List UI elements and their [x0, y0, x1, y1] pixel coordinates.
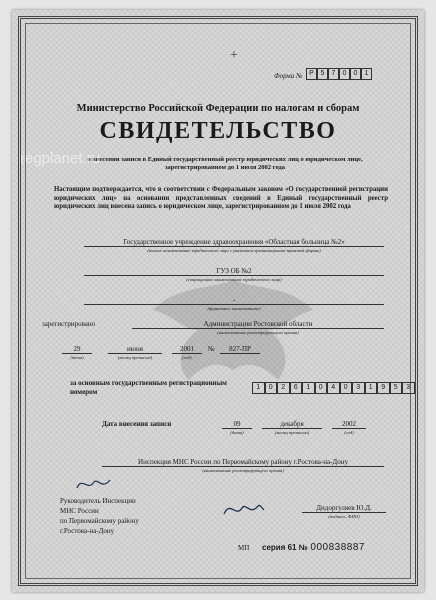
reg-digit-cell: 3 [402, 382, 415, 394]
reg-digit-cell: 2 [277, 382, 290, 394]
brand-name-caption: (фирменное наименование) [207, 306, 261, 311]
document-subtitle: о внесении записи в Единый государственный реестр юридических лиц о юридическом лице, зарегистрированном до 1 июля 2002 года [87, 156, 363, 171]
brand-name-value: - [84, 296, 384, 305]
reg-digit-cell: 1 [252, 382, 265, 394]
reg-digit-cell: 0 [265, 382, 278, 394]
registered-label: зарегистрировано [42, 320, 96, 328]
entry-month-caption: (месяц прописью) [274, 430, 310, 435]
short-name-value: ГУЗ ОБ №2 [84, 267, 384, 276]
reg-year-caption: (год) [182, 355, 192, 360]
inspection-value: Инспекция МНС России по Первомайскому району г.Ростова-на-Дону [102, 458, 384, 467]
entry-date-label: Дата внесения записи [102, 420, 172, 428]
reg-day-caption: (дата) [70, 355, 84, 360]
reg-digit-cell: 0 [315, 382, 328, 394]
reg-number-label: № [208, 345, 215, 353]
serial-number [262, 542, 365, 553]
reg-digit-cell: 5 [390, 382, 403, 394]
reg-number: 827-ПР [220, 345, 260, 354]
main-reg-number-cells [252, 382, 415, 394]
form-cell: 5 [317, 68, 328, 80]
entry-day-caption: (дата) [230, 430, 244, 435]
ministry-heading: Министерство Российской Федерации по налогам и сборам [76, 103, 360, 114]
certificate-body-text: Настоящим подтверждается, что в соответствии с Федеральным законом «О государственной регистрации юридических лиц» на основании представленных сведений в Единый государственный реестр юридических лиц внесена запись о юридическом лице, зарегистрированном до 1 июля 2002 года [54, 186, 388, 210]
signatory-line: Руководитель Инспекции [60, 497, 136, 505]
form-cell: 1 [361, 68, 372, 80]
registered-value: Администрации Ростовской области [132, 320, 384, 329]
handwritten-signature-top [74, 474, 114, 494]
document-title: СВИДЕТЕЛЬСТВО [99, 118, 337, 144]
reg-digit-cell: 9 [377, 382, 390, 394]
entry-month: декабря [262, 420, 322, 429]
form-cell: Р [306, 68, 317, 80]
reg-digit-cell: 6 [290, 382, 303, 394]
signatory-title [60, 496, 180, 536]
serial-label: серия 61 № [262, 543, 308, 552]
form-cell: 0 [350, 68, 361, 80]
watermark: regplanet.ru [20, 150, 101, 167]
signatory-line: г.Ростова-на-Дону [60, 527, 115, 535]
reg-digit-cell: 1 [365, 382, 378, 394]
entry-year-caption: (год) [344, 430, 354, 435]
registered-caption: (наименование регистрирующего органа) [217, 330, 299, 335]
signatory-line: по Первомайскому району [60, 517, 139, 525]
short-name-caption: (сокращенное наименование юридического лица) [186, 277, 282, 282]
serial-value: 000838887 [310, 542, 365, 553]
full-name-caption: (полное наименование юридического лица с указанием организационно-правовой формы) [147, 248, 321, 253]
stamp-mp-label: МП [238, 544, 250, 552]
form-number-label: Форма № [274, 72, 303, 80]
cross-mark: + [230, 48, 238, 63]
reg-month: июня [108, 345, 162, 354]
reg-year: 2001 [172, 345, 202, 354]
form-cell: 0 [339, 68, 350, 80]
reg-month-caption: (месяц прописью) [117, 355, 153, 360]
entry-year: 2002 [332, 420, 366, 429]
reg-day: 29 [62, 345, 92, 354]
reg-digit-cell: 3 [352, 382, 365, 394]
inspection-caption: (наименование регистрирующего органа) [202, 468, 284, 473]
reg-digit-cell: 0 [340, 382, 353, 394]
full-name-value: Государственное учреждение здравоохранения «Областная больница №2» [84, 238, 384, 247]
signatory-line: МНС России [60, 507, 99, 515]
signatory-caption: (подпись, ФИО) [328, 514, 360, 519]
reg-digit-cell: 1 [302, 382, 315, 394]
form-number-cells [306, 68, 372, 80]
entry-day: 09 [222, 420, 252, 429]
signatory-name: Дидоргуляев Ю.Д. [302, 504, 386, 513]
main-reg-label: за основным государственным регистрационным номером [70, 379, 227, 396]
certificate-page [12, 10, 424, 592]
form-cell: 7 [328, 68, 339, 80]
reg-digit-cell: 4 [327, 382, 340, 394]
handwritten-signature [220, 498, 266, 520]
